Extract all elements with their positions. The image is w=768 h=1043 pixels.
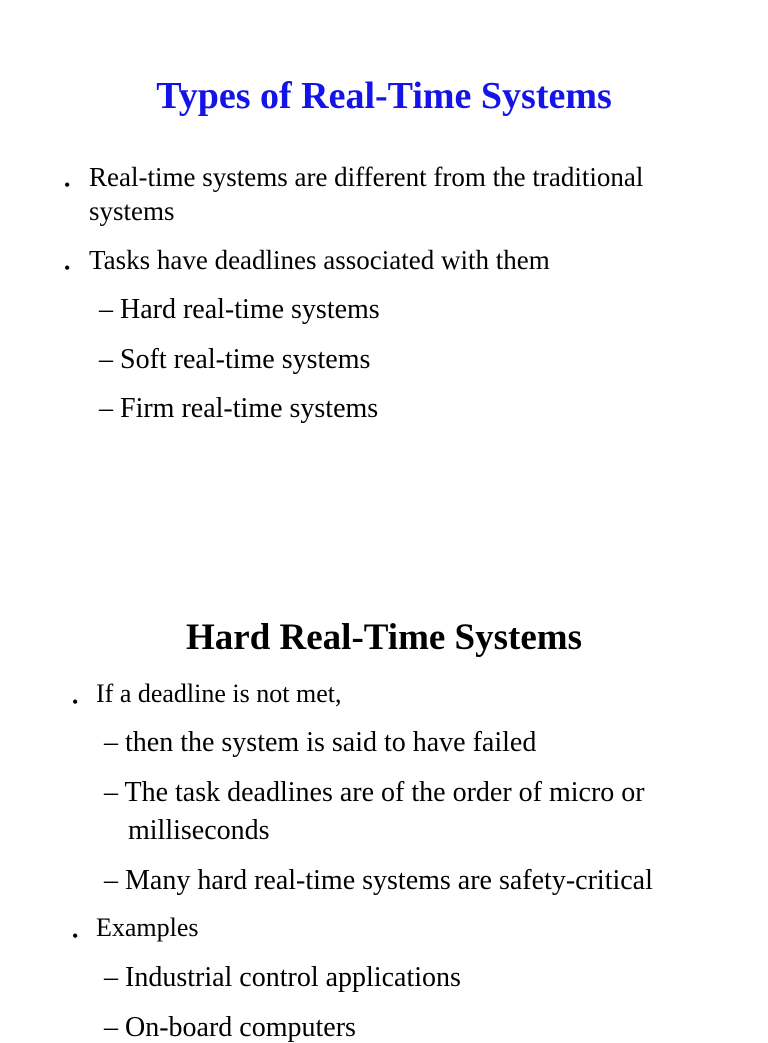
- bullet-dot: •: [64, 175, 71, 195]
- bullet-text: Real-time systems are different from the traditional: [89, 162, 644, 192]
- sub-bullet-text: – Soft real-time systems: [99, 344, 371, 375]
- bullet-text: Examples: [96, 913, 199, 942]
- sub-bullet-text: – then the system is said to have failed: [104, 727, 537, 758]
- bullet-dot: •: [72, 926, 79, 946]
- sub-bullet-text: – The task deadlines are of the order of micro or: [104, 777, 645, 808]
- bullet-text-continuation: systems: [89, 196, 175, 226]
- sub-bullet-text: – Many hard real-time systems are safety-critical: [104, 865, 653, 896]
- bullet-dot: •: [64, 258, 71, 278]
- sub-bullet-text: – Industrial control applications: [104, 962, 461, 993]
- slide-title: Types of Real-Time Systems: [156, 75, 612, 117]
- sub-bullet-text: – Hard real-time systems: [99, 294, 380, 325]
- sub-bullet-text: – Firm real-time systems: [99, 393, 379, 424]
- bullet-text: If a deadline is not met,: [96, 679, 342, 708]
- slide-hard-real-time-systems: [0, 512, 768, 1043]
- bullet-dot: •: [72, 692, 79, 712]
- slide-title: Hard Real-Time Systems: [186, 617, 582, 658]
- slide-types-of-real-time-systems: [0, 0, 768, 512]
- sub-bullet-text-continuation: milliseconds: [128, 815, 270, 846]
- bullet-text: Tasks have deadlines associated with them: [89, 245, 550, 275]
- sub-bullet-text: – On-board computers: [104, 1012, 356, 1043]
